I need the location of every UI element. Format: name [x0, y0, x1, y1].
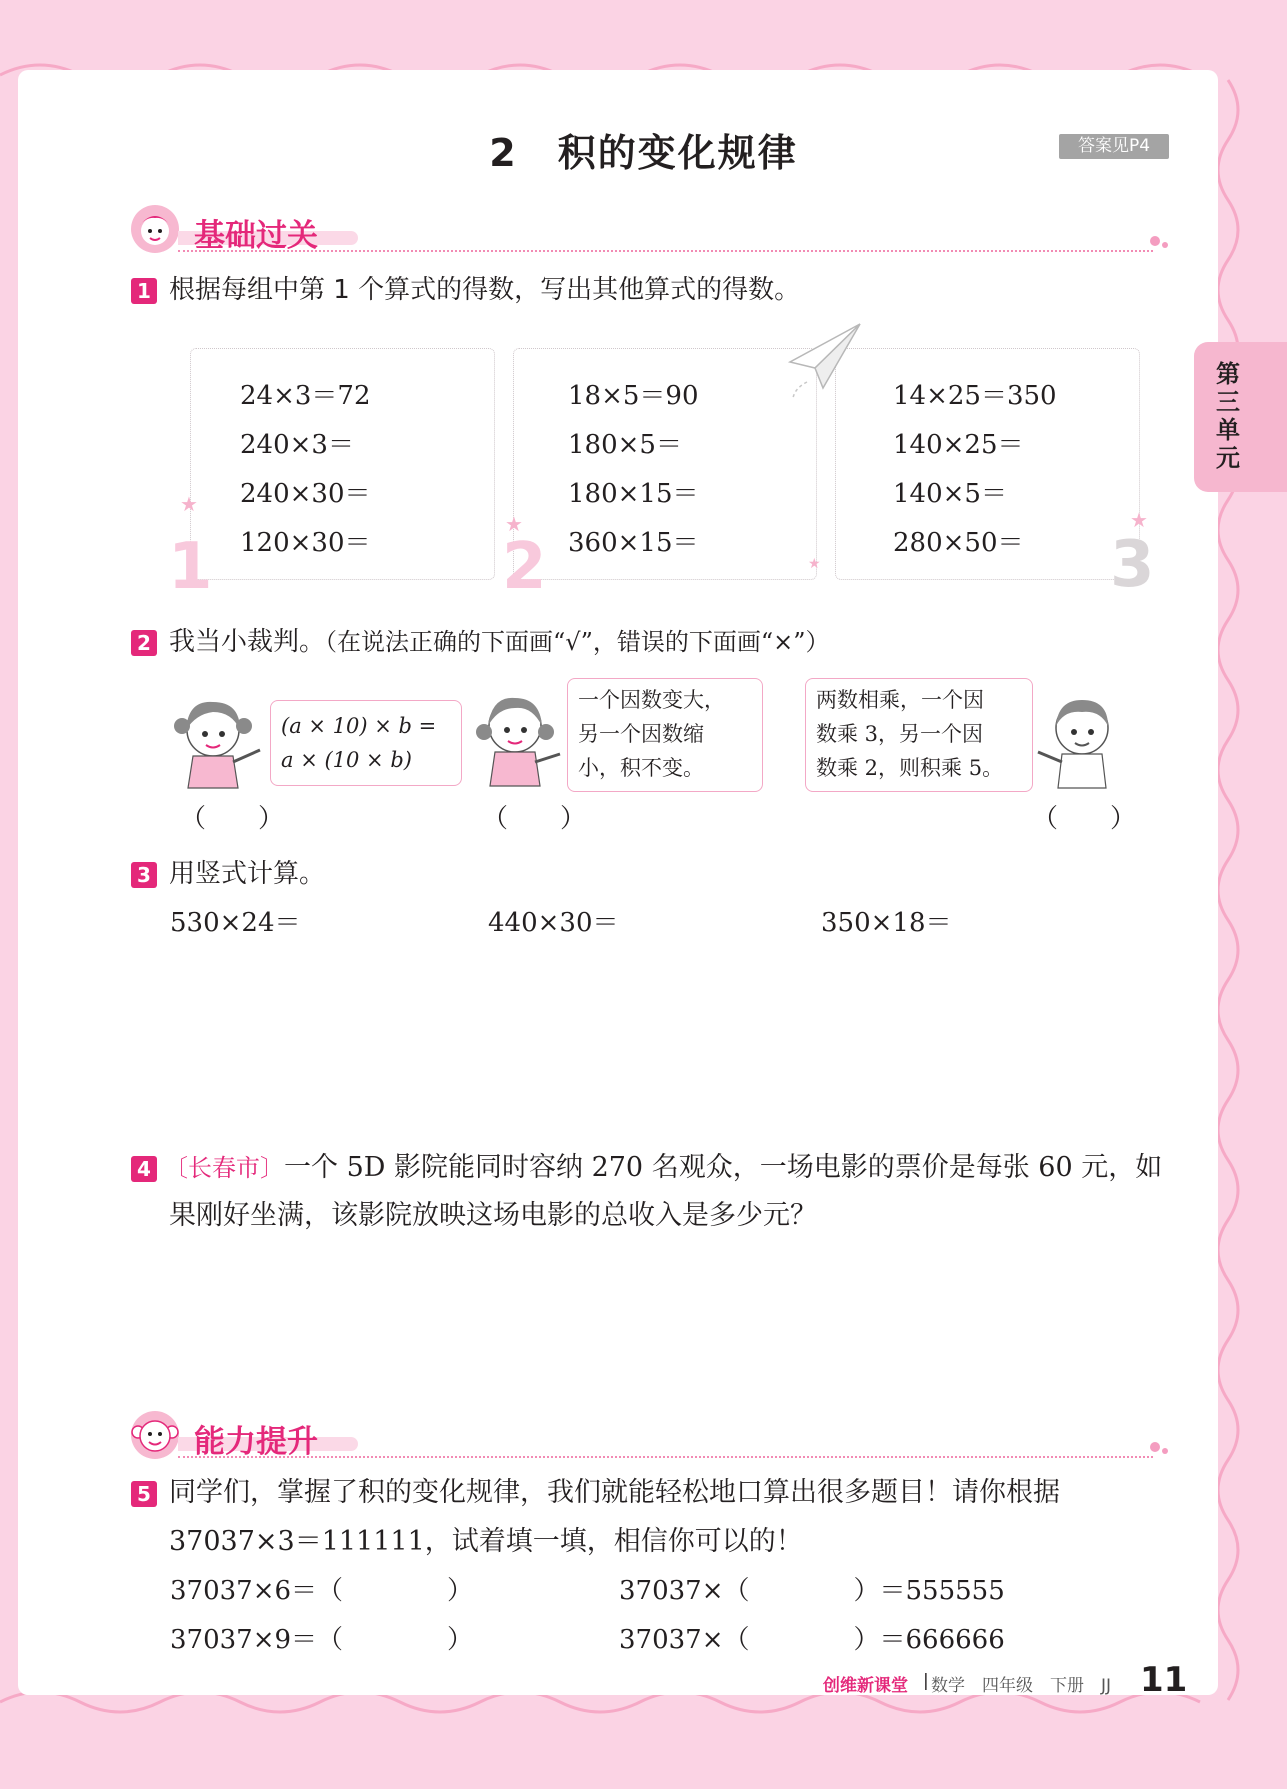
question-2-instruction: （在说法正确的下面画“√”，错误的下面画“×”） — [325, 628, 830, 656]
section-dot — [1162, 1448, 1168, 1454]
equation-line: 18×5＝90 — [568, 381, 699, 411]
unit-side-tab-label: 第三单元 — [1216, 360, 1240, 472]
question-4-line-2: 果刚好坐满，该影院放映这场电影的总收入是多少元？ — [169, 1200, 817, 1231]
speech-bubble-3 — [805, 678, 1033, 792]
decorative-number: 2 — [502, 530, 547, 604]
boy-character-icon — [1030, 688, 1130, 793]
star-icon: ★ — [505, 512, 523, 536]
answer-blank[interactable]: （ ） — [1032, 804, 1137, 834]
monkey-avatar-icon — [130, 1410, 180, 1460]
equation-line: 120×30＝ — [240, 528, 371, 558]
question-number-2: 2 — [131, 630, 157, 656]
equation-line: 140×25＝ — [893, 430, 1024, 460]
footer-separator: | — [923, 1671, 929, 1691]
footer-brand: 创维新课堂 — [823, 1676, 908, 1696]
equation-line: 360×15＝ — [568, 528, 699, 558]
equation-line: 280×50＝ — [893, 528, 1024, 558]
bubble-line: a × (10 × b) — [281, 748, 412, 772]
question-1-text: 根据每组中第 1 个算式的得数，写出其他算式的得数。 — [169, 275, 801, 305]
calc-item: 530×24＝ — [170, 908, 301, 938]
speech-bubble-2 — [567, 678, 763, 792]
speech-bubble-1 — [270, 700, 462, 786]
equation-line: 140×5＝ — [893, 479, 1007, 509]
question-number-3: 3 — [131, 862, 157, 888]
decorative-number: 3 — [1110, 528, 1155, 602]
question-2-main: 我当小裁判。 — [169, 627, 326, 657]
equation-line: 14×25＝350 — [893, 381, 1057, 411]
page-title: 2 积的变化规律 — [489, 131, 798, 175]
bubble-line: 数乘 3，另一个因 — [816, 722, 984, 746]
equation-line: 240×30＝ — [240, 479, 371, 509]
calc-item: 350×18＝ — [821, 908, 952, 938]
question-5-line-1: 同学们，掌握了积的变化规律，我们就能轻松地口算出很多题目！请你根据 — [169, 1477, 1060, 1508]
fill-item: 37037×（ ）＝555555 — [619, 1576, 1005, 1606]
fill-item: 37037×9＝（ ） — [170, 1625, 474, 1655]
equation-line: 240×3＝ — [240, 430, 354, 460]
section-dot — [1162, 242, 1168, 248]
star-icon: ★ — [180, 492, 198, 516]
question-2-text — [169, 627, 830, 657]
section-divider — [178, 250, 1153, 252]
decorative-number: 1 — [168, 530, 213, 604]
equation-line: 24×3＝72 — [240, 381, 371, 411]
question-number-4: 4 — [131, 1156, 157, 1182]
fill-item: 37037×6＝（ ） — [170, 1576, 474, 1606]
bubble-line: 小，积不变。 — [578, 756, 704, 780]
section-dot — [1150, 1442, 1160, 1452]
answer-blank[interactable]: （ ） — [180, 804, 285, 834]
girl-pointing-icon — [470, 686, 570, 791]
star-icon: ★ — [1130, 508, 1148, 532]
question-4-line-1 — [164, 1152, 1162, 1184]
girl-avatar-icon — [130, 204, 180, 254]
equation-line: 180×5＝ — [568, 430, 682, 460]
star-icon: ★ — [808, 556, 821, 572]
fill-item: 37037×（ ）＝666666 — [619, 1625, 1005, 1655]
page-number: 11 — [1140, 1660, 1188, 1700]
bubble-line: 另一个因数缩 — [578, 722, 704, 746]
answer-blank[interactable]: （ ） — [482, 804, 587, 834]
girl-character-icon — [168, 690, 268, 790]
section-heading-basic: 基础过关 — [194, 218, 318, 254]
footer-info: 数学 四年级 下册 JJ — [931, 1676, 1112, 1696]
bubble-line: 一个因数变大， — [578, 688, 725, 712]
region-tag: 〔长春市〕 — [164, 1154, 284, 1182]
section-heading-advanced: 能力提升 — [194, 1424, 318, 1460]
bubble-line: (a × 10) × b = — [281, 714, 437, 738]
unit-side-tab — [1194, 342, 1287, 492]
answer-reference: 答案见P4 — [1059, 134, 1169, 159]
paper-plane-icon — [785, 322, 865, 402]
calc-item: 440×30＝ — [488, 908, 619, 938]
question-number-1: 1 — [131, 278, 157, 304]
bubble-line: 两数相乘，一个因 — [816, 688, 984, 712]
question-4-text: 一个 5D 影院能同时容纳 270 名观众，一场电影的票价是每张 60 元，如 — [284, 1152, 1163, 1183]
section-divider — [178, 1456, 1153, 1458]
question-5-line-2: 37037×3＝111111，试着填一填，相信你可以的！ — [169, 1526, 803, 1557]
section-dot — [1150, 236, 1160, 246]
question-3-text: 用竖式计算。 — [169, 859, 326, 889]
question-number-5: 5 — [131, 1481, 157, 1507]
equation-line: 180×15＝ — [568, 479, 699, 509]
bubble-line: 数乘 2，则积乘 5。 — [816, 756, 1004, 780]
